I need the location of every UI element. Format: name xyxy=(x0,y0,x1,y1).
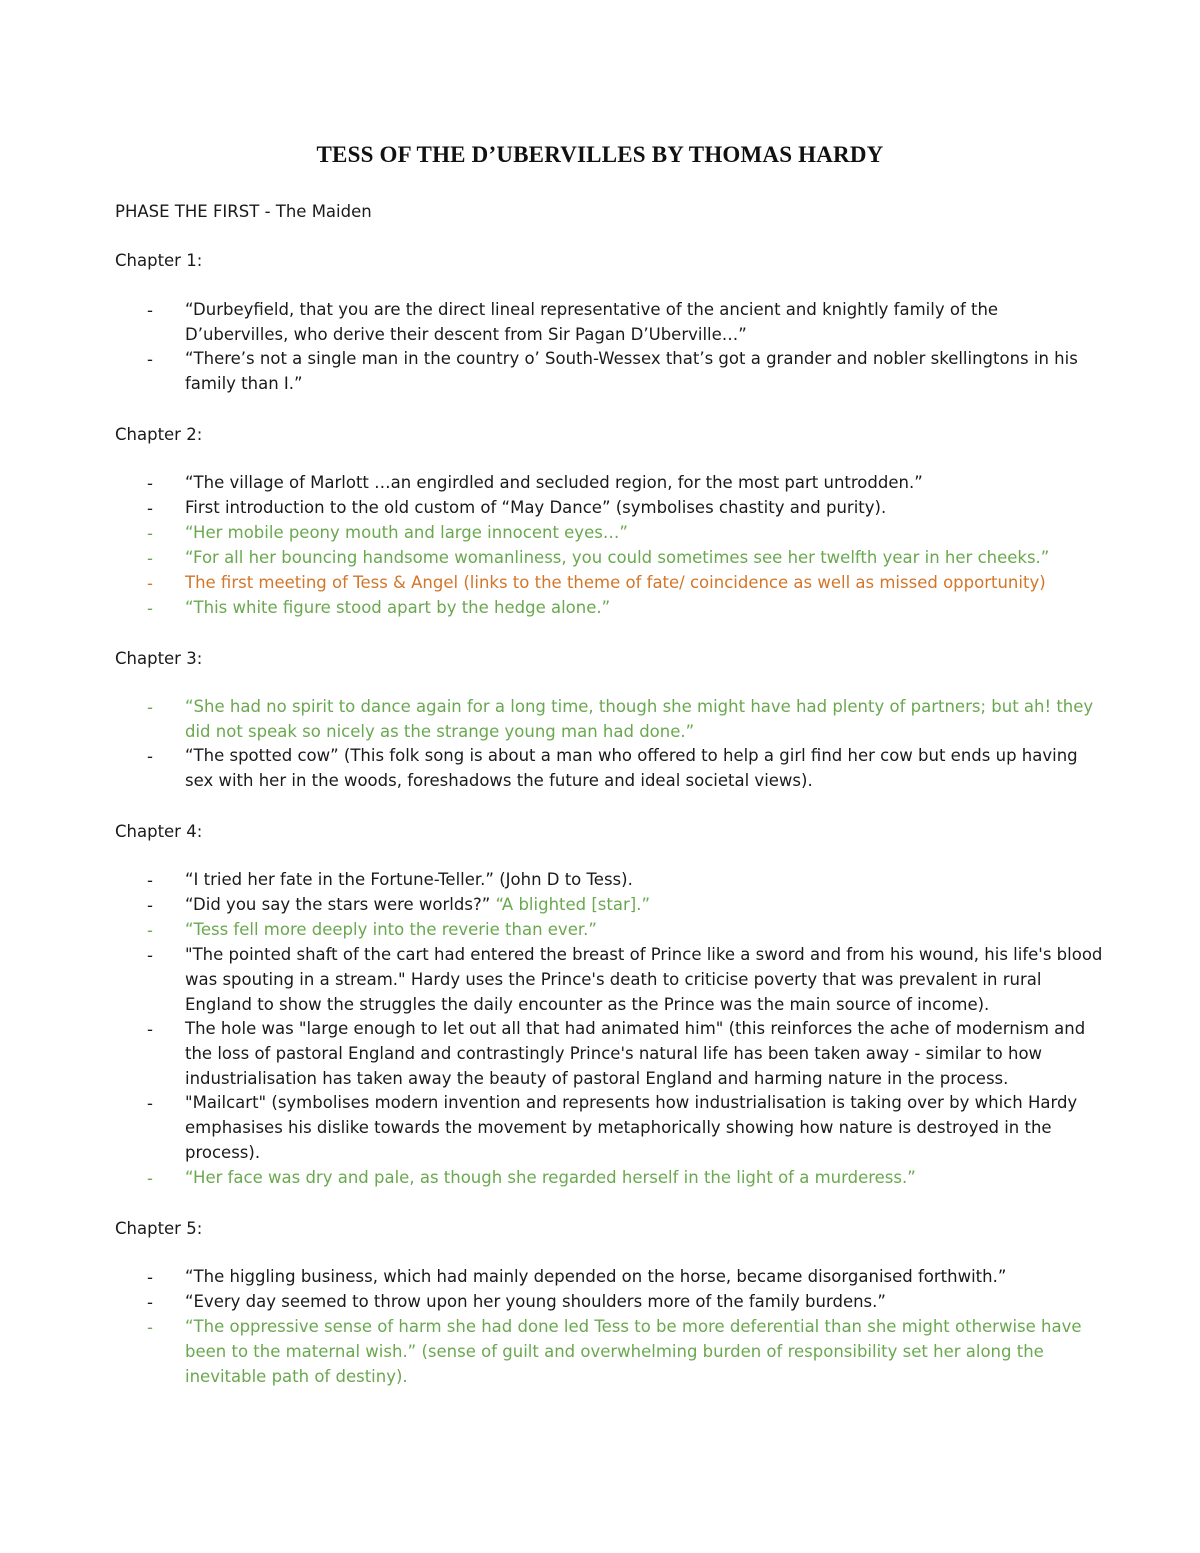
bullet-text: "Mailcart" (symbolises modern invention and represents how industrialisation is taking over by which Hardy emphasises his dislike towards the movement by metaphorically showing how nature is destroyed in the process). xyxy=(185,1093,1078,1162)
bullet-dash: - xyxy=(147,946,153,965)
bullet-dash: - xyxy=(147,1293,153,1312)
bullet-dash: - xyxy=(147,871,153,890)
bullet-dash: - xyxy=(147,499,153,518)
bullet-text: “Tess fell more deeply into the reverie than ever.” xyxy=(185,920,597,939)
bullet-text: “The higgling business, which had mainly depended on the horse, became disorganised forthwith.” xyxy=(185,1267,1007,1286)
chapter-heading: Chapter 3: xyxy=(115,649,203,668)
bullet-text: "The pointed shaft of the cart had entered the breast of Prince like a sword and from his wound, his life's blood was spouting in a stream." Hardy uses the Prince's death to criticise poverty that was prevalent in rural England to show the struggles the daily encounter as the Prince was the main source of income). xyxy=(185,945,1103,1014)
bullet-dash: - xyxy=(147,1020,153,1039)
bullet-dash: - xyxy=(147,896,153,915)
bullet-text xyxy=(185,893,1105,918)
bullet-text: The first meeting of Tess & Angel (links to the theme of fate/ coincidence as well as missed opportunity) xyxy=(185,573,1046,592)
bullet-text: “This white figure stood apart by the hedge alone.” xyxy=(185,598,611,617)
bullet-dash: - xyxy=(147,599,153,618)
bullet-dash: - xyxy=(147,524,153,543)
chapter-heading: Chapter 5: xyxy=(115,1219,203,1238)
bullet-text: “She had no spirit to dance again for a long time, though she might have had plenty of partners; but ah! they did not speak so nicely as the strange young man had done.” xyxy=(185,697,1094,741)
phase-heading: PHASE THE FIRST - The Maiden xyxy=(115,202,372,221)
chapter-heading: Chapter 1: xyxy=(115,251,203,270)
bullet-dash: - xyxy=(147,1169,153,1188)
bullet-text: First introduction to the old custom of “May Dance” (symbolises chastity and purity). xyxy=(185,498,887,517)
bullet-text: “Her mobile peony mouth and large innocent eyes…” xyxy=(185,523,628,542)
quote-part: “Did you say the stars were worlds?” xyxy=(185,895,496,914)
bullet-dash: - xyxy=(147,921,153,940)
bullet-text: “I tried her fate in the Fortune-Teller.” (John D to Tess). xyxy=(185,870,633,889)
bullet-dash: - xyxy=(147,474,153,493)
bullet-dash: - xyxy=(147,350,153,369)
bullet-text: “The oppressive sense of harm she had done led Tess to be more deferential than she might otherwise have been to the maternal wish.” (sense of guilt and overwhelming burden of responsibility set her along the inevitable path of destiny). xyxy=(185,1317,1082,1386)
bullet-dash: - xyxy=(147,574,153,593)
bullet-text: The hole was "large enough to let out all that had animated him" (this reinforces the ache of modernism and the loss of pastoral England and contrastingly Prince's natural life has been taken away - similar to how industrialisation has taken away the beauty of pastoral England and harming nature in the process. xyxy=(185,1019,1086,1088)
document-title: TESS OF THE D’UBERVILLES BY THOMAS HARDY xyxy=(316,142,884,167)
bullet-dash: - xyxy=(147,549,153,568)
chapter-heading: Chapter 4: xyxy=(115,822,203,841)
bullet-text: “For all her bouncing handsome womanliness, you could sometimes see her twelfth year in her cheeks.” xyxy=(185,548,1050,567)
bullet-dash: - xyxy=(147,1268,153,1287)
chapter-heading: Chapter 2: xyxy=(115,425,203,444)
bullet-text: “The spotted cow” (This folk song is about a man who offered to help a girl find her cow but ends up having sex with her in the woods, foreshadows the future and ideal societal views). xyxy=(185,746,1078,790)
bullet-dash: - xyxy=(147,1094,153,1113)
bullet-dash: - xyxy=(147,1318,153,1337)
bullet-dash: - xyxy=(147,301,153,320)
bullet-dash: - xyxy=(147,698,153,717)
bullet-text: “Durbeyfield, that you are the direct lineal representative of the ancient and knightly family of the D’ubervilles, who derive their descent from Sir Pagan D’Uberville…” xyxy=(185,300,999,344)
bullet-text: “Her face was dry and pale, as though she regarded herself in the light of a murderess.” xyxy=(185,1168,916,1187)
bullet-text: “There’s not a single man in the country o’ South-Wessex that’s got a grander and nobler skellingtons in his family than I.” xyxy=(185,349,1078,393)
bullet-dash: - xyxy=(147,747,153,766)
bullet-text: “The village of Marlott …an engirdled and secluded region, for the most part untrodden.” xyxy=(185,473,923,492)
quote-part-highlight: “A blighted [star].” xyxy=(495,895,650,914)
bullet-text: “Every day seemed to throw upon her young shoulders more of the family burdens.” xyxy=(185,1292,886,1311)
